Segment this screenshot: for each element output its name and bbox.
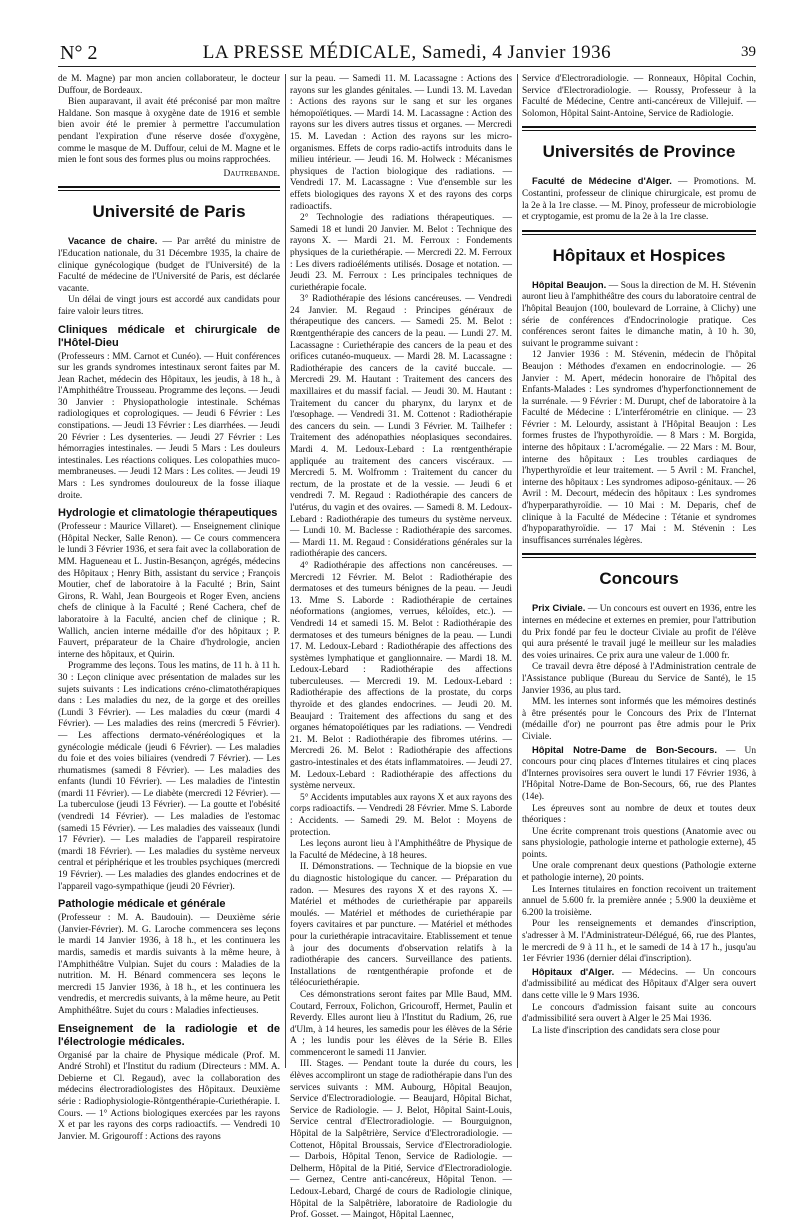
paragraph: 2° Technologie des radiations thérapeutiques. — Samedi 18 et lundi 20 Janvier. M. Belot : Technique des rayons X. — Mardi 21. M. Ferroux : Fondements physiques de la curiethérapie. — Mercredi 22. M. Ferroux : Les divers radioéléments utilisés. Dosage et notation. — Jeudi 23. M. Ferroux : Les principales techniques de curiethérapie focale.	[290, 213, 512, 293]
subsection-title: Cliniques médicale et chirurgicale de l'Hôtel-Dieu	[58, 323, 280, 349]
paragraph-text: — Un concours pour cinq places d'Internes titulaires et cinq places d'Internes provisoires sera ouvert le lundi 17 Février 1936, à l'Hôpital Notre-Dame de Bon-Secours, 66, rue des Plantes (14e).	[522, 745, 757, 802]
journal-title: LA PRESSE MÉDICALE, Samedi, 4 Janvier 1936	[202, 42, 612, 63]
paragraph-text: — Promotions. M. Costantini, professeur de clinique chirurgicale, est promu de la 2e à la 1re classe. — M. Pinoy, professeur de microbiologie et cryptogamie, est promu de la 2e à la 1re classe.	[522, 177, 757, 223]
column-1	[58, 74, 280, 1142]
section-rule	[522, 126, 756, 131]
subsection-title: Hydrologie et climatologie thérapeutiques	[58, 507, 278, 520]
page-header	[58, 40, 756, 67]
author-signature: Dautrebande.	[223, 168, 280, 179]
paragraph	[522, 279, 756, 351]
paragraph: Un délai de vingt jours est accordé aux candidats pour faire valoir leurs titres.	[58, 295, 280, 317]
paragraph: Les Internes titulaires en fonction recoivent un traitement annuel de 5.600 fr. la première année ; 5.900 la deuxième et 6.200 la troisième.	[522, 884, 756, 918]
paragraph: Les leçons auront lieu à l'Amphithéâtre de Physique de la Faculté de Médecine, à 18 heures.	[290, 839, 512, 861]
paragraph: Une écrite comprenant trois questions (Anatomie avec ou sans physiologie, pathologie interne et pathologie externe), 45 points.	[522, 826, 756, 860]
paragraph-lead: Faculté de Médecine d'Alger.	[532, 175, 672, 187]
column-divider	[517, 74, 518, 1068]
paragraph: Les épreuves sont au nombre de deux et toutes deux théoriques :	[522, 803, 756, 826]
paragraph: de M. Magne) par mon ancien collaborateur, le docteur Duffour, de Bordeaux.	[58, 74, 280, 96]
section-title: Concours	[599, 569, 679, 589]
paragraph: Pour les renseignements et demandes d'inscription, s'adresser à M. l'Administrateur-Délégué, 66, rue des Plantes, le mercredi de 9 à 11 h., et le samedi de 14 à 17 h., jusqu'au 1er Février 1936 (dernier délai d'inscription).	[522, 919, 756, 965]
paragraph	[58, 235, 280, 295]
paragraph: Programme des leçons. Tous les matins, de 11 h. à 11 h. 30 : Leçon clinique avec présentation de malades sur les sujets suivants : Les indications créno-climatothérapiques dans : Les maladies du nez, de la gorge et des oreilles (Lundi 3 Février). — Les maladies du cœur (mardi 4 Février). — Les maladies des reins (mercredi 5 Février). — Les affections dermato-vénéréologiques et la gynécologie médicale (jeudi 6 Février). — Les maladies du foie et des voies biliaires (vendredi 7 Février). — Les rhumatismes (samedi 8 Février). — Les maladies des enfants (lundi 10 Février). — Les maladies de l'intestin (mardi 11 Février). — Le diabète (mercredi 12 Février). — La tuberculose (jeudi 13 Février). — La goutte et l'obésité (vendredi 14 Février). — Les maladies de l'estomac (samedi 15 Février). — Les maladies des vaisseaux (lundi 17 Février). — Les maladies de l'appareil respiratoire (mardi 18 Février). — Les maladies du système nerveux central et périphérique et les troubles psychiques (mercredi 19 Février). — Les maladies des glandes endocrines et de l'appareil vago-sympathique (jeudi 20 Février).	[58, 661, 280, 892]
section-rule	[58, 186, 280, 191]
paragraph: (Professeur : M. A. Baudouin). — Deuxième série (Janvier-Février). M. G. Laroche commencera ses leçons le mardi 14 Janvier 1936, à 18 h., et les continuera les mardis, samedis et mardis suivants à la même heure, à l'Amphithéâtre Vulpian. Sujet du cours : Maladies de la nutrition. M. H. Bénard commencera ses leçons le mercredi 15 Janvier 1936, à 18 h., et les continuera les vendredis, et mercredis suivants, à la même heure, au Petit Amphithéâtre. Sujet du cours : Maladies infectieuses.	[58, 913, 280, 1016]
section-title: Université de Paris	[92, 202, 246, 222]
paragraph: La liste d'inscription des candidats sera close pour	[532, 1025, 720, 1036]
paragraph: 5° Accidents imputables aux rayons X et aux rayons des corps radioactifs. — Vendredi 28 Février. Mme S. Laborde : Accidents. — Samedi 29. M. Belot : Moyens de protection.	[290, 792, 512, 838]
paragraph-text: — Sous la direction de M. H. Stévenin auront lieu à l'amphithéâtre des cours du laboratoire central de l'hôpital Beaujon (100, boulevard de Lorraine, à Clichy) une série de conférences d'Endocrinologie pratique. Ces conférences seront faites le dimanche matin, à 10 h. 30, suivant le programme suivant :	[522, 280, 756, 349]
paragraph	[522, 175, 756, 223]
paragraph-lead: Hôpital Notre-Dame de Bon-Secours.	[532, 743, 717, 755]
paragraph: 4° Radiothérapie des affections non cancéreuses. — Mercredi 12 Février. M. Belot : Radiothérapie des dermatoses et des tumeurs bénignes de la peau. — Jeudi 13. Mme S. Laborde : Radiothérapie de certaines néoformations (angiomes, verrues, kéloïdes, etc.). — Vendredi 14 et samedi 15. M. Belot : Radiothérapie des dermatoses et des tumeurs bénignes de la peau. — Lundi 17. M. Ledoux-Lebard : Radiothérapie des affections des systèmes lymphatique et ganglionnaire. — Mardi 18. M. Ledoux-Lebard : Radiothérapie des affections tuberculeuses. — Mercredi 19. M. Ledoux-Lebard : Radiothérapie des affections de la prostate, du corps thyroïde et des glandes endocrines. — Jeudi 20. M. Beaujard : Traitement des affections du sang et des organes hématopoïétiques par les radiations. — Vendredi 21. M. Belot : Radiothérapie des fibromes utérins. — Mercredi 26. M. Belot : Radiothérapie des affections gastro-intestinales et des états inflammatoires. — Jeudi 27. M. Ledoux-Lebard : Radiothérapie des affections du système nerveux.	[290, 560, 512, 792]
paragraph: MM. les internes sont informés que les mémoires destinés à être présentés pour le Concours des Prix de l'Internat (médaille d'or) ne pourront pas être admis pour le Prix Civiale.	[522, 697, 756, 742]
paragraph: Une orale comprenant deux questions (Pathologie externe et pathologie interne), 20 points.	[522, 861, 756, 884]
paragraph: II. Démonstrations. — Technique de la biopsie en vue du diagnostic histologique du cancer. — Préparation du radon. — Mesures des rayons X et des rayons X. — Matériel et méthodes de curiethérapie par appareils moulés. — Matériel et méthodes de curiethérapie par foyers cavitaires et par puncture. — Matériel et méthodes pour la curiethérapie intracavitaire. Etablissement et tenue à jour des documents d'observation relatifs à la radiothérapie des cancers. Surveillance des patients. Installations de rœntgenthérapie profonde et de téléocuriethérapie.	[290, 862, 512, 989]
paragraph	[522, 966, 756, 1003]
paragraph: Organisé par la chaire de Physique médicale (Prof. M. André Strohl) et l'Institut du radium (Directeurs : MM. A. Debierne et Cl. Regaud), avec la collaboration des médecins électroradiologistes des Hôpitaux. Deuxième série : Radiophysiologie-Röntgenthérapie-Curiethérapie. I. Cours. — 1° Actions biologiques exercées par les rayons X et par les rayons des corps radioactifs. — Vendredi 10 Janvier. M. Grigouroff : Actions des rayons	[58, 1050, 280, 1142]
paragraph: Bien auparavant, il avait été préconisé par mon maître Haldane. Son masque à oxygène date de 1916 et semble bien avoir été le premier à permettre l'accumulation pendant l'expiration d'une réserve dosée d'oxygène, comme le masque de M. Duffour, celui de M. Magne et le mien le font sous des formes plus ou moins rapprochées.	[58, 97, 280, 166]
paragraph: (Professeurs : MM. Carnot et Cunéo). — Huit conférences sur les grands syndromes intestinaux seront faites par M. Jean Rachet, médecin des Hôpitaux, les jeudis, à 18 h., à l'Amphithéâtre Trousseau. Programme des leçons. — Jeudi 30 Janvier : Physiopathologie intestinale. Schémas radiologiques et coprologiques. — Jeudi 6 Février : Les constipations. — Jeudi 13 Février : Les diarrhées. — Jeudi 20 Février : Les dysenteries. — Jeudi 27 Février : Les hémorragies intestinales. — Jeudi 5 Mars : Les douleurs intestinales. Les réactions coliques. Les colopathies muco-membraneuses. — Jeudi 12 Mars : Les colites. — Jeudi 19 Mars : Les syndromes douloureux de la fosse iliaque droite.	[58, 351, 280, 501]
subsection-title: Pathologie médicale et générale	[58, 898, 226, 911]
paragraph: 3° Radiothérapie des lésions cancéreuses. — Vendredi 24 Janvier. M. Regaud : Principes généraux de thérapeutique des cancers. — Samedi 25. M. Belot : Rœntgenthérapie des cancers de la peau. — Lundi 27. M. Lacassagne : Curiethérapie des cancers de la peau et des orifices cutanéo-muqueux. — Mardi 28. M. Lacassagne : Radiothérapie des cancers de la cavité buccale. — Mercredi 29. M. Hautant : Traitement des cancers des maxillaires et du massif facial. — Jeudi 30. M. Hautant : Traitement du cancer du pharynx, du larynx et de l'œsophage. — Vendredi 31. M. Cottenot : Radiothérapie des cancers du sein. — Lundi 3 Février. M. Tailhefer : Traitement des adénopathies néoplasiques secondaires. Mardi 4. M. Ledoux-Lebard : La rœntgenthérapie appliquée au traitement des cancers viscéraux. — Mercredi 5. M. Wolfromm : Traitement du cancer du rectum, de la prostate et de la vessie. — Jeudi 6 et vendredi 7. M. Regaud : Radiothérapie des cancers de l'utérus, du vagin et des ovaires. — Samedi 8. M. Ledoux-Lebard : Radiothérapie des tumeurs du système nerveux. — Lundi 10. M. Baclesse : Radiothérapie des sarcomes. — Mardi 11. M. Regaud : Considérations générales sur la radiothérapie des cancers.	[290, 294, 512, 560]
paragraph: sur la peau. — Samedi 11. M. Lacassagne : Actions des rayons sur les glandes génitales. — Lundi 13. M. Lavedan : Actions des rayons sur le sang et sur les organes hémopoïétiques. — Mardi 14. M. Lacassagne : Action des rayons sur les divers autres tissus et organes. — Mercredi 15. M. Lavedan : Action des rayons sur les micro-organismes. Effets de corps radio-actifs introduits dans le milieu intérieur. — Jeudi 16. M. Holweck : Mécanismes physiques de l'action biologique des radiations. — Vendredi 17. M. Lacassagne : Vue d'ensemble sur les effets biologiques des rayons X et des rayons des corps radioactifs.	[290, 74, 512, 212]
paragraph-text: — Médecins. — Un concours d'admissibilité au médicat des Hôpitaux d'Alger sera ouvert dans cette ville le 9 Mars 1936.	[522, 967, 756, 1001]
column-2	[290, 74, 512, 1221]
paragraph: Ce travail devra être déposé à l'Administration centrale de l'Assistance publique (Bureau du Service de Santé), le 15 Janvier 1936, au plus tard.	[522, 662, 756, 696]
paragraph: Ces démonstrations seront faites par Mlle Baud, MM. Coutard, Ferroux, Folichon, Gricouroff, Hermet, Paulin et Reverdy. Elles auront lieu à l'Institut du Radium, 26, rue d'Ulm, à 14 heures, les samedis pour les élèves de la Série A ; les lundis pour les élèves de la Série B. Elles commenceront le samedi 11 Janvier.	[290, 989, 512, 1058]
paragraph: Le concours d'admission faisant suite au concours d'admissibilité sera ouvert à Alger le 25 Mai 1936.	[522, 1002, 756, 1025]
paragraph: 12 Janvier 1936 : M. Stévenin, médecin de l'hôpital Beaujon : Méthodes d'examen en endocrinologie. — 26 Janvier : M. Apert, médecin honoraire de l'hôpital des Enfants-Malades : Les syndromes d'hyperfonctionnement de la surrénale. — 9 Février : M. Durupt, chef de laboratoire à la Faculté de Médecine : L'interférométrie en clinique. — 23 Février : M. Lelourdy, assistant à l'Hôpital Beaujon : Les formes frustes de l'hypothyroïdie. — 8 Mars : M. Borgida, interne des hôpitaux : L'acromégalie. — 22 Mars : M. Bour, interne des hôpitaux : Les troubles cardiaques de l'hyperthyroïdie et leur traitement. — 5 Avril : M. Franchel, interne des hôpitaux : Les syndromes adiposo-génitaux. — 26 Avril : M. Decourt, médecin des hôpitaux : Les syndromes d'hyperparathyroïdie. — 10 Mai : M. Deparis, chef de clinique à la Faculté de Médecine : Tétanie et syndromes d'hypoparathyroïdie. — 17 Mai : M. Stévenin : Les insuffisances surrénales légères.	[522, 350, 756, 546]
page-number: 39	[741, 44, 756, 60]
subsection-title: Enseignement de la radiologie et de l'électrologie médicales.	[58, 1022, 280, 1048]
paragraph: (Professeur : Maurice Villaret). — Enseignement clinique (Hôpital Necker, Salle Renon). — Ce cours commencera le lundi 3 Février 1936, et sera fait avec la collaboration de MM. Hagueneau et L. Justin-Besançon, agrégés, médecins des Hôpitaux ; Henry Bith, assistant du service ; François Moutier, chef de laboratoire à la Faculté ; Brin, Saint Girons, R. Wahl, Jean Bourgeois et Roger Even, anciens chefs de clinique à la Faculté ; René Cachera, chef de laboratoire à la Faculté, ancien chef de clinique ; R. Wallich, ancien interne médaille d'or des hôpitaux ; P. Fauvert, préparateur de la Chaire d'hydrologie, ancien interne des hôpitaux, et Quirin.	[58, 522, 280, 660]
issue-number: N° 2	[60, 42, 98, 64]
paragraph-lead: Vacance de chaire.	[68, 235, 158, 247]
section-title: Hôpitaux et Hospices	[552, 245, 726, 265]
paragraph	[522, 744, 756, 804]
paragraph-text: — Un concours est ouvert en 1936, entre les internes en médecine et externes en premier, pour l'attribution du Prix fondé par feu le docteur Civiale au profit de l'élève qui aura présenté le travail jugé le meilleur sur les maladies des voies urinaires. Ce prix aura une valeur de 1.000 fr.	[522, 604, 757, 661]
column-3	[522, 74, 756, 1068]
paragraph: Service d'Electroradiologie. — Ronneaux, Hôpital Cochin, Service d'Electroradiologie. — Roussy, Professeur à la Faculté de Médecine, Centre anti-cancéreux de Villejuif. — Solomon, Hôpital Saint-Antoine, Service de Radiologie.	[522, 74, 756, 119]
paragraph-text: — Par arrêté du ministre de l'Education nationale, du 31 Décembre 1935, la chaire de clinique gynécologique (budget de l'Université) de la Faculté de médecine de l'Université de Paris, est déclarée vacante.	[58, 237, 280, 294]
paragraph	[522, 602, 756, 662]
section-title: Universités de Province	[542, 142, 736, 162]
column-divider	[285, 74, 286, 1068]
section-rule	[522, 230, 756, 235]
paragraph-lead: Prix Civiale.	[532, 602, 586, 614]
section-rule	[522, 553, 756, 558]
paragraph-lead: Hôpitaux d'Alger.	[532, 965, 615, 977]
paragraph-lead: Hôpital Beaujon.	[532, 278, 607, 290]
paragraph: III. Stages. — Pendant toute la durée du cours, les élèves accompliront un stage de radiothérapie dans l'un des services suivants : MM. Aubourg, Hôpital Beaujon, Service d'Electroradiologie. — Beaujard, Hôpital Bichat, Service de Radiologie. — J. Belot, Hôpital Saint-Louis, Service central d'Electroradiologie. — Bourguignon, Hôpital de la Salpêtrière, Service d'Electroradiologie. — Cottenot, Hôpital Broussais, Service d'Electroradiologie. — Darbois, Hôpital Tenon, Service de Radiologie. — Delherm, Hôpital de la Pitié, Service d'Electroradiologie. — Gernez, Centre anti-cancéreux, Hôpital Tenon. — Ledoux-Lebard, Chargé de cours de Radiologie clinique, Hôpital de la Salpêtrière, laboratoire de Radiologie du Prof. Gosset. — Maingot, Hôpital Laennec,	[290, 1059, 512, 1221]
